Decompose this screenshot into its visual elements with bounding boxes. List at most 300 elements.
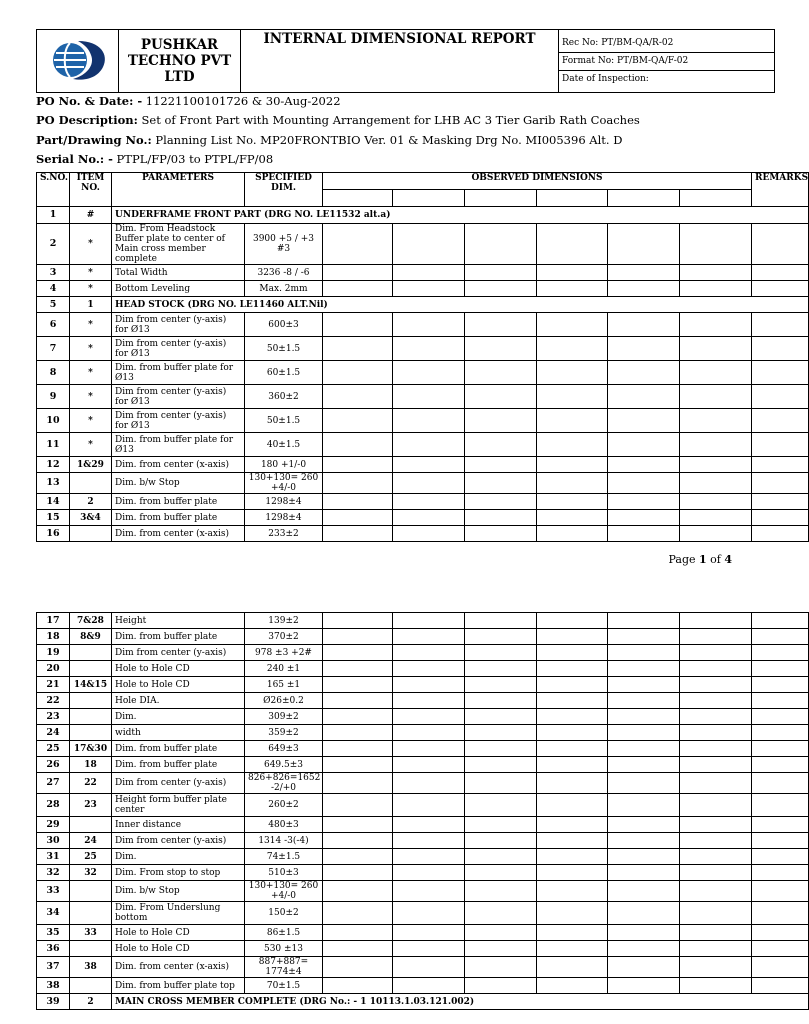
row-sno: 37 — [37, 957, 70, 978]
row-parameter: Dim. b/w Stop — [112, 881, 245, 902]
row-parameter: Dim. from buffer plate top — [112, 978, 245, 994]
row-sno: 34 — [37, 902, 70, 925]
row-sno: 15 — [37, 510, 70, 526]
observed-value-cell — [608, 265, 680, 281]
row-item-no: * — [70, 265, 112, 281]
observed-value-cell — [608, 337, 680, 361]
company-logo — [37, 30, 119, 93]
row-item-no: * — [70, 281, 112, 297]
table-row — [37, 794, 809, 817]
row-specified-dim: 309±2 — [245, 709, 323, 725]
row-item-no: 7&28 — [70, 613, 112, 629]
row-specified-dim: 1314 -3(-4) — [245, 833, 323, 849]
row-specified-dim: 359±2 — [245, 725, 323, 741]
remarks-cell — [752, 409, 809, 433]
remarks-cell — [752, 613, 809, 629]
row-sno: 22 — [37, 693, 70, 709]
observed-value-cell — [608, 725, 680, 741]
observed-value-cell — [465, 773, 537, 794]
observed-value-cell — [323, 794, 393, 817]
observed-value-cell — [537, 833, 608, 849]
observed-value-cell — [393, 281, 465, 297]
remarks-cell — [752, 526, 809, 542]
observed-value-cell — [393, 473, 465, 494]
table-row — [37, 337, 809, 361]
row-specified-dim: 1298±4 — [245, 510, 323, 526]
observed-value-cell — [680, 526, 752, 542]
table-row — [37, 741, 809, 757]
row-specified-dim: 86±1.5 — [245, 925, 323, 941]
remarks-cell — [752, 661, 809, 677]
observed-value-cell — [323, 224, 393, 265]
observed-value-cell — [323, 629, 393, 645]
row-specified-dim: 1298±4 — [245, 494, 323, 510]
table-row — [37, 613, 809, 629]
row-item-no: * — [70, 433, 112, 457]
observed-value-cell — [465, 941, 537, 957]
observed-value-cell — [680, 645, 752, 661]
observed-value-cell — [393, 661, 465, 677]
observed-value-cell — [680, 817, 752, 833]
row-item-no — [70, 725, 112, 741]
row-item-no: 2 — [70, 494, 112, 510]
row-parameter: Dim. From Headstock Buffer plate to center of Main cross member complete — [112, 224, 245, 265]
observed-value-cell — [680, 833, 752, 849]
row-parameter: Dim. from buffer plate — [112, 494, 245, 510]
row-sno: 23 — [37, 709, 70, 725]
observed-value-cell — [680, 473, 752, 494]
observed-value-cell — [608, 526, 680, 542]
observed-value-cell — [393, 494, 465, 510]
observed-value-cell — [323, 281, 393, 297]
remarks-cell — [752, 337, 809, 361]
table-row — [37, 994, 809, 1010]
row-item-no — [70, 881, 112, 902]
observed-value-cell — [465, 677, 537, 693]
observed-subcell — [465, 190, 537, 207]
table-row — [37, 773, 809, 794]
report-title: INTERNAL DIMENSIONAL REPORT — [241, 30, 559, 93]
col-header-remarks: REMARKS — [752, 173, 809, 207]
row-sno: 27 — [37, 773, 70, 794]
row-parameter: Dim from center (y-axis) for Ø13 — [112, 385, 245, 409]
row-sno: 11 — [37, 433, 70, 457]
observed-subcell — [608, 190, 680, 207]
row-item-no: 14&15 — [70, 677, 112, 693]
observed-subcell — [323, 190, 393, 207]
row-item-no — [70, 902, 112, 925]
format-no: Format No: PT/BM-QA/F-02 — [559, 53, 774, 71]
observed-value-cell — [465, 265, 537, 281]
table-row — [37, 361, 809, 385]
row-specified-dim: 50±1.5 — [245, 337, 323, 361]
observed-value-cell — [680, 925, 752, 941]
table-row — [37, 433, 809, 457]
row-sno: 29 — [37, 817, 70, 833]
observed-value-cell — [323, 433, 393, 457]
observed-value-cell — [537, 661, 608, 677]
observed-value-cell — [393, 677, 465, 693]
table-row — [37, 693, 809, 709]
observed-value-cell — [680, 337, 752, 361]
remarks-cell — [752, 433, 809, 457]
row-specified-dim: 60±1.5 — [245, 361, 323, 385]
row-sno: 38 — [37, 978, 70, 994]
observed-value-cell — [465, 693, 537, 709]
row-specified-dim: 50±1.5 — [245, 409, 323, 433]
observed-value-cell — [393, 865, 465, 881]
table-row — [37, 677, 809, 693]
observed-value-cell — [680, 494, 752, 510]
observed-value-cell — [537, 613, 608, 629]
inspection-date: Date of Inspection: — [562, 73, 649, 84]
observed-value-cell — [537, 925, 608, 941]
row-item-no — [70, 978, 112, 994]
observed-value-cell — [323, 881, 393, 902]
observed-value-cell — [537, 881, 608, 902]
row-parameter: Dim. — [112, 709, 245, 725]
observed-value-cell — [465, 741, 537, 757]
observed-value-cell — [393, 693, 465, 709]
table-row — [37, 629, 809, 645]
observed-value-cell — [680, 725, 752, 741]
table-row — [37, 941, 809, 957]
observed-value-cell — [393, 433, 465, 457]
observed-value-cell — [680, 941, 752, 957]
observed-value-cell — [393, 817, 465, 833]
table-row — [37, 526, 809, 542]
row-specified-dim: 600±3 — [245, 313, 323, 337]
observed-value-cell — [393, 361, 465, 385]
observed-value-cell — [465, 957, 537, 978]
observed-value-cell — [465, 433, 537, 457]
row-item-no: 23 — [70, 794, 112, 817]
company-name: PUSHKAR TECHNO PVT LTD — [119, 30, 241, 93]
observed-value-cell — [393, 741, 465, 757]
row-parameter: Dim. From stop to stop — [112, 865, 245, 881]
row-parameter: Dim from center (y-axis) — [112, 773, 245, 794]
table-row — [37, 709, 809, 725]
remarks-cell — [752, 510, 809, 526]
row-sno: 24 — [37, 725, 70, 741]
observed-value-cell — [608, 773, 680, 794]
observed-value-cell — [465, 817, 537, 833]
remarks-cell — [752, 817, 809, 833]
row-parameter: width — [112, 725, 245, 741]
observed-value-cell — [323, 741, 393, 757]
col-header-item: ITEM NO. — [70, 173, 112, 207]
remarks-cell — [752, 281, 809, 297]
row-item-no: 33 — [70, 925, 112, 941]
observed-value-cell — [465, 978, 537, 994]
remarks-cell — [752, 385, 809, 409]
observed-value-cell — [393, 457, 465, 473]
observed-value-cell — [465, 409, 537, 433]
observed-value-cell — [537, 473, 608, 494]
observed-value-cell — [537, 817, 608, 833]
col-header-sno: S.NO. — [37, 173, 70, 207]
observed-value-cell — [680, 757, 752, 773]
table-row — [37, 281, 809, 297]
row-sno: 33 — [37, 881, 70, 902]
table-row — [37, 207, 809, 224]
row-parameter: Total Width — [112, 265, 245, 281]
observed-value-cell — [465, 224, 537, 265]
observed-value-cell — [465, 526, 537, 542]
observed-value-cell — [680, 794, 752, 817]
row-parameter: Dim. from center (x-axis) — [112, 457, 245, 473]
observed-value-cell — [680, 281, 752, 297]
row-item-no: 1 — [70, 297, 112, 313]
page-number: Page 1 of 4 — [668, 553, 732, 566]
table-row — [37, 313, 809, 337]
row-specified-dim: 139±2 — [245, 613, 323, 629]
observed-value-cell — [680, 677, 752, 693]
dimension-table-page1 — [36, 172, 809, 542]
observed-value-cell — [465, 494, 537, 510]
row-sno: 19 — [37, 645, 70, 661]
observed-value-cell — [465, 645, 537, 661]
observed-value-cell — [680, 881, 752, 902]
observed-value-cell — [608, 510, 680, 526]
table-row — [37, 925, 809, 941]
remarks-cell — [752, 902, 809, 925]
observed-value-cell — [608, 629, 680, 645]
observed-value-cell — [465, 725, 537, 741]
row-parameter: Dim from center (y-axis) — [112, 833, 245, 849]
observed-value-cell — [537, 957, 608, 978]
observed-value-cell — [608, 833, 680, 849]
observed-value-cell — [608, 794, 680, 817]
observed-value-cell — [537, 741, 608, 757]
observed-value-cell — [393, 833, 465, 849]
observed-value-cell — [537, 629, 608, 645]
observed-value-cell — [393, 337, 465, 361]
observed-value-cell — [608, 361, 680, 385]
row-parameter: Dim. From Underslung bottom — [112, 902, 245, 925]
observed-value-cell — [680, 709, 752, 725]
observed-subcell — [393, 190, 465, 207]
rec-no: Rec No: PT/BM-QA/R-02 — [559, 35, 774, 53]
observed-value-cell — [323, 510, 393, 526]
observed-value-cell — [680, 433, 752, 457]
row-specified-dim: 40±1.5 — [245, 433, 323, 457]
observed-value-cell — [537, 494, 608, 510]
table-row — [37, 473, 809, 494]
observed-value-cell — [323, 709, 393, 725]
row-item-no: * — [70, 337, 112, 361]
record-meta — [559, 30, 775, 93]
observed-value-cell — [537, 794, 608, 817]
remarks-cell — [752, 265, 809, 281]
section-heading: MAIN CROSS MEMBER COMPLETE (DRG No.: - 1 10113.1.03.121.002) — [112, 994, 809, 1010]
po-description-line: PO Description: Set of Front Part with Mounting Arrangement for LHB AC 3 Tier Garib Rath Coaches — [36, 113, 640, 127]
row-sno: 28 — [37, 794, 70, 817]
observed-value-cell — [608, 957, 680, 978]
observed-value-cell — [680, 409, 752, 433]
observed-value-cell — [680, 849, 752, 865]
row-parameter: Dim. from buffer plate — [112, 757, 245, 773]
remarks-cell — [752, 773, 809, 794]
remarks-cell — [752, 741, 809, 757]
observed-value-cell — [537, 645, 608, 661]
observed-subcell — [680, 190, 752, 207]
observed-value-cell — [465, 457, 537, 473]
row-sno: 35 — [37, 925, 70, 941]
observed-value-cell — [608, 613, 680, 629]
observed-value-cell — [537, 337, 608, 361]
row-specified-dim: 480±3 — [245, 817, 323, 833]
observed-value-cell — [608, 457, 680, 473]
row-parameter: Dim. from buffer plate — [112, 510, 245, 526]
row-specified-dim: 370±2 — [245, 629, 323, 645]
observed-value-cell — [465, 902, 537, 925]
dimension-table-page2 — [36, 612, 809, 1010]
row-item-no: 17&30 — [70, 741, 112, 757]
observed-value-cell — [537, 385, 608, 409]
row-sno: 30 — [37, 833, 70, 849]
row-sno: 14 — [37, 494, 70, 510]
row-parameter: Height form buffer plate center — [112, 794, 245, 817]
observed-value-cell — [680, 313, 752, 337]
row-sno: 7 — [37, 337, 70, 361]
observed-value-cell — [323, 265, 393, 281]
remarks-cell — [752, 757, 809, 773]
observed-value-cell — [537, 849, 608, 865]
observed-value-cell — [323, 494, 393, 510]
remarks-cell — [752, 941, 809, 957]
observed-value-cell — [393, 613, 465, 629]
row-sno: 3 — [37, 265, 70, 281]
row-specified-dim: 150±2 — [245, 902, 323, 925]
observed-value-cell — [537, 224, 608, 265]
row-sno: 9 — [37, 385, 70, 409]
row-parameter: Dim. from center (x-axis) — [112, 526, 245, 542]
observed-value-cell — [680, 741, 752, 757]
row-parameter: Hole to Hole CD — [112, 677, 245, 693]
row-item-no: 22 — [70, 773, 112, 794]
table-row — [37, 957, 809, 978]
observed-value-cell — [608, 709, 680, 725]
row-specified-dim: 130+130= 260 +4/-0 — [245, 473, 323, 494]
observed-value-cell — [393, 794, 465, 817]
row-sno: 16 — [37, 526, 70, 542]
observed-value-cell — [323, 313, 393, 337]
observed-value-cell — [323, 457, 393, 473]
observed-value-cell — [323, 526, 393, 542]
row-specified-dim: 530 ±13 — [245, 941, 323, 957]
observed-value-cell — [323, 645, 393, 661]
observed-value-cell — [680, 661, 752, 677]
remarks-cell — [752, 693, 809, 709]
row-parameter: Dim. from buffer plate — [112, 629, 245, 645]
remarks-cell — [752, 881, 809, 902]
row-sno: 13 — [37, 473, 70, 494]
table-row — [37, 265, 809, 281]
row-parameter: Dim. — [112, 849, 245, 865]
observed-value-cell — [393, 313, 465, 337]
row-sno: 5 — [37, 297, 70, 313]
observed-value-cell — [393, 757, 465, 773]
observed-value-cell — [537, 725, 608, 741]
remarks-cell — [752, 313, 809, 337]
observed-value-cell — [393, 645, 465, 661]
row-specified-dim: 260±2 — [245, 794, 323, 817]
row-specified-dim: 3900 +5 / +3 #3 — [245, 224, 323, 265]
observed-value-cell — [680, 265, 752, 281]
row-specified-dim: 165 ±1 — [245, 677, 323, 693]
observed-value-cell — [608, 677, 680, 693]
observed-value-cell — [465, 865, 537, 881]
remarks-cell — [752, 794, 809, 817]
row-parameter: Dim. from center (x-axis) — [112, 957, 245, 978]
observed-value-cell — [393, 526, 465, 542]
observed-value-cell — [323, 725, 393, 741]
report-header — [36, 29, 775, 93]
observed-value-cell — [608, 757, 680, 773]
serial-number-line: Serial No.: - PTPL/FP/03 to PTPL/FP/08 — [36, 152, 274, 166]
observed-value-cell — [465, 473, 537, 494]
row-item-no — [70, 645, 112, 661]
observed-value-cell — [465, 385, 537, 409]
row-specified-dim: 887+887= 1774±4 — [245, 957, 323, 978]
remarks-cell — [752, 629, 809, 645]
observed-value-cell — [680, 629, 752, 645]
observed-value-cell — [608, 281, 680, 297]
observed-value-cell — [465, 881, 537, 902]
row-item-no: 2 — [70, 994, 112, 1010]
row-parameter: Height — [112, 613, 245, 629]
row-item-no: 8&9 — [70, 629, 112, 645]
observed-value-cell — [393, 409, 465, 433]
observed-value-cell — [680, 773, 752, 794]
observed-value-cell — [393, 773, 465, 794]
row-parameter: Dim from center (y-axis) for Ø13 — [112, 409, 245, 433]
row-item-no — [70, 817, 112, 833]
row-sno: 1 — [37, 207, 70, 224]
observed-value-cell — [323, 361, 393, 385]
col-header-spec: SPECIFIED DIM. — [245, 173, 323, 207]
observed-value-cell — [323, 833, 393, 849]
observed-value-cell — [608, 741, 680, 757]
observed-value-cell — [323, 613, 393, 629]
observed-value-cell — [680, 224, 752, 265]
table-row — [37, 645, 809, 661]
row-specified-dim: 180 +1/-0 — [245, 457, 323, 473]
observed-value-cell — [537, 677, 608, 693]
remarks-cell — [752, 925, 809, 941]
row-specified-dim: 510±3 — [245, 865, 323, 881]
row-specified-dim: 130+130= 260 +4/-0 — [245, 881, 323, 902]
observed-value-cell — [537, 313, 608, 337]
observed-value-cell — [608, 409, 680, 433]
observed-subcell — [537, 190, 608, 207]
row-parameter: Bottom Leveling — [112, 281, 245, 297]
observed-value-cell — [537, 693, 608, 709]
row-item-no — [70, 693, 112, 709]
row-parameter: Dim from center (y-axis) — [112, 645, 245, 661]
section-heading: UNDERFRAME FRONT PART (DRG NO. LE11532 alt.a) — [112, 207, 809, 224]
row-sno: 20 — [37, 661, 70, 677]
observed-value-cell — [393, 385, 465, 409]
remarks-cell — [752, 473, 809, 494]
observed-value-cell — [537, 978, 608, 994]
row-item-no: 25 — [70, 849, 112, 865]
observed-value-cell — [393, 902, 465, 925]
row-item-no: 1&29 — [70, 457, 112, 473]
row-item-no: # — [70, 207, 112, 224]
remarks-cell — [752, 957, 809, 978]
